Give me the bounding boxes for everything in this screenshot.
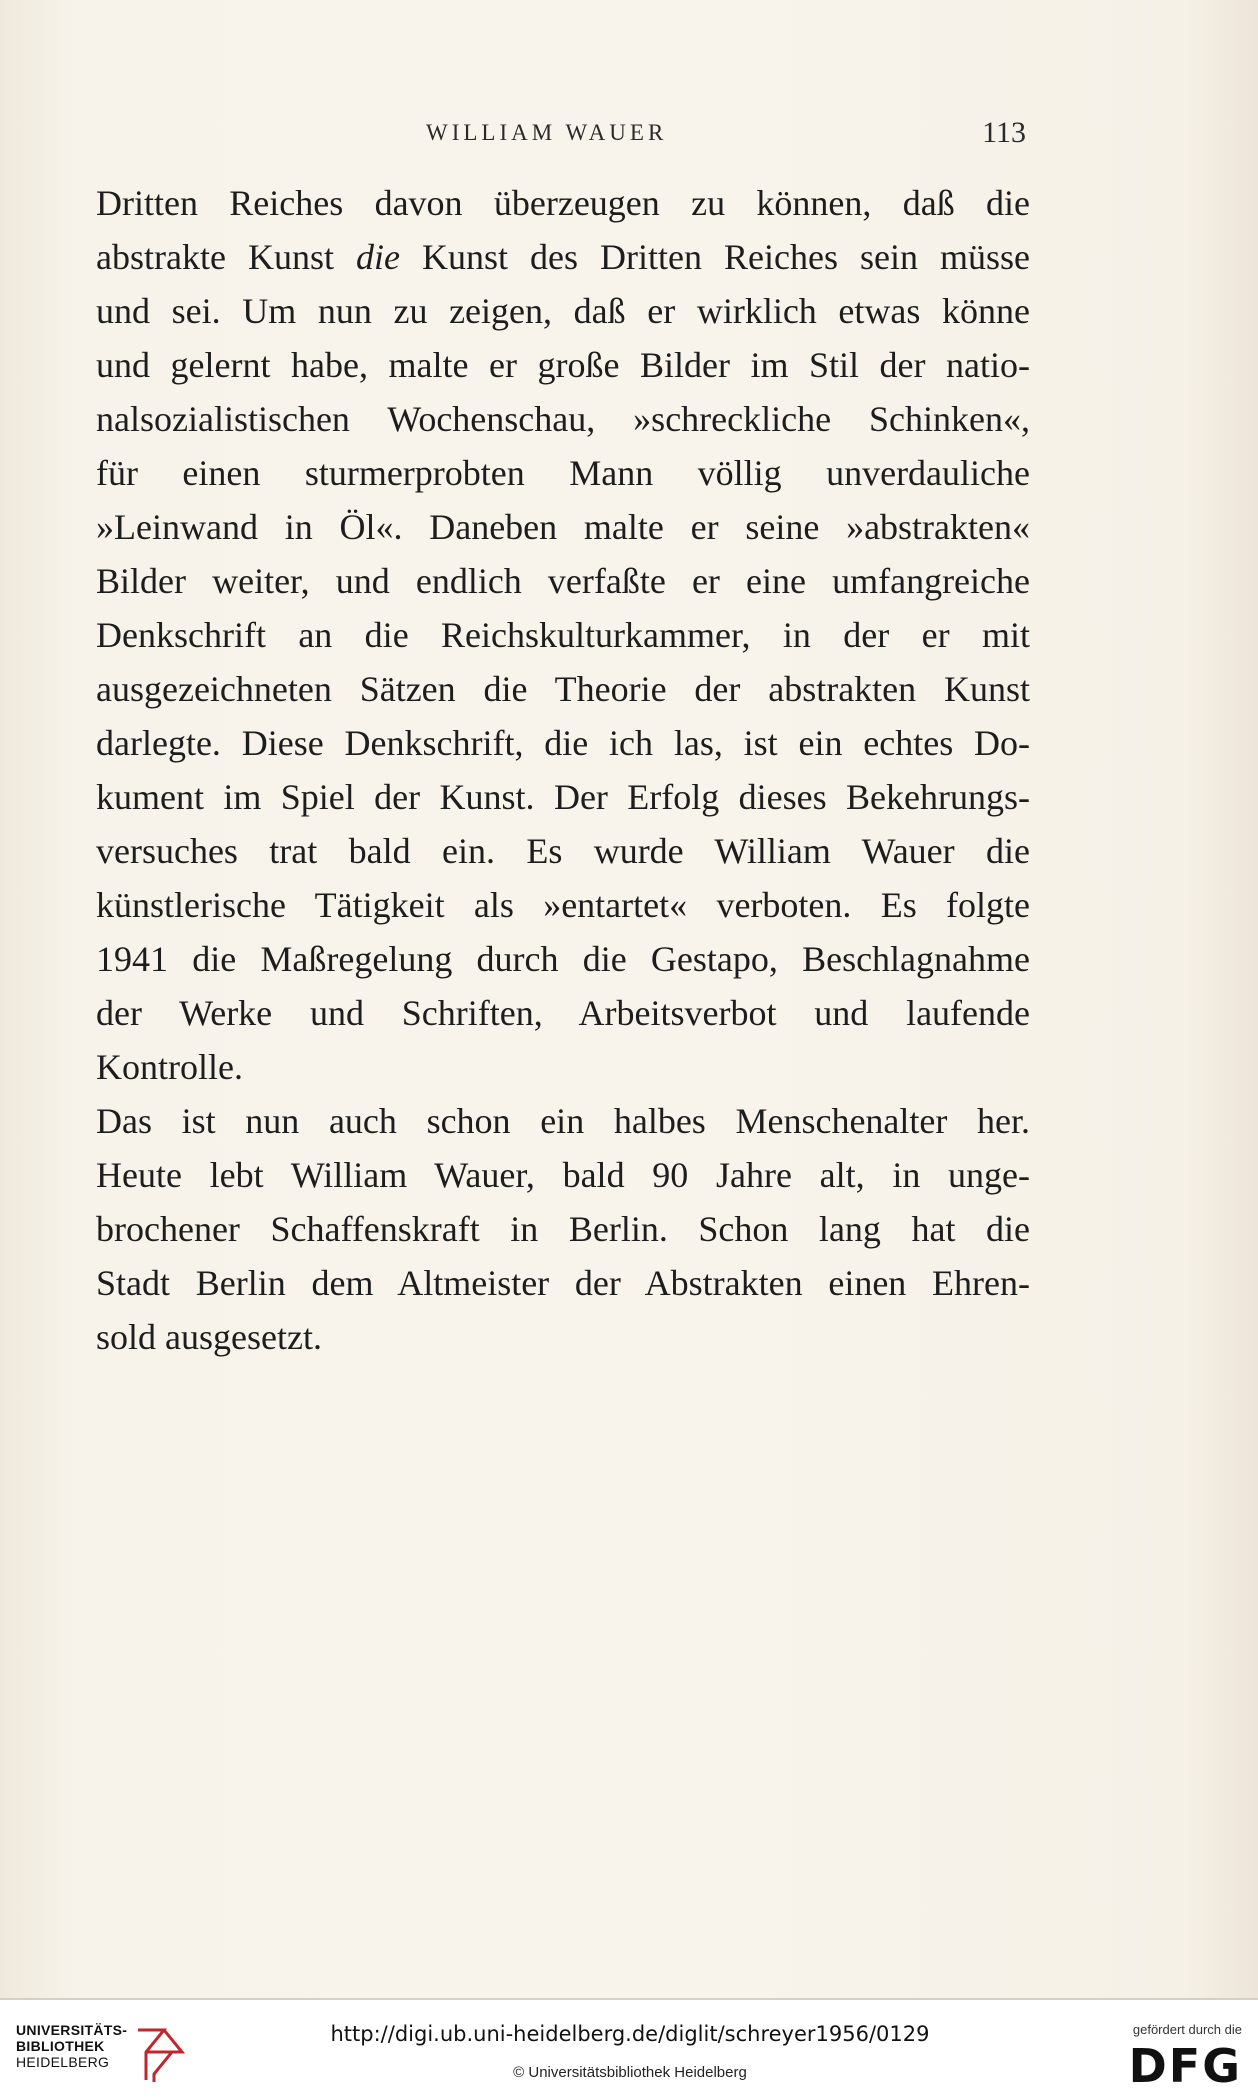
text-line: künstlerische Tätigkeit als »entartet« verboten. Es folgte bbox=[96, 885, 1030, 925]
text-line: Bilder weiter, und endlich verfaßte er eine umfangreiche bbox=[96, 561, 1030, 601]
running-title: WILLIAM WAUER bbox=[426, 120, 668, 145]
text-line: Denkschrift an die Reichskulturkammer, in der er mit bbox=[96, 615, 1030, 655]
text-line: darlegte. Diese Denkschrift, die ich las, ist ein echtes Do- bbox=[96, 723, 1030, 763]
text-line: der Werke und Schriften, Arbeitsverbot und laufende bbox=[96, 993, 1030, 1033]
text-line: ausgezeichneten Sätzen die Theorie der abstrakten Kunst bbox=[96, 669, 1030, 709]
library-name-line: BIBLIOTHEK bbox=[16, 2038, 105, 2054]
permalink-url[interactable]: http://digi.ub.uni-heidelberg.de/diglit/schreyer1956/0129 bbox=[330, 2022, 930, 2046]
text-line: brochener Schaffenskraft in Berlin. Schon lang hat die bbox=[96, 1209, 1030, 1249]
text-line: und sei. Um nun zu zeigen, daß er wirklich etwas könne bbox=[96, 291, 1030, 331]
funder-caption: gefördert durch die bbox=[1132, 2022, 1242, 2037]
body-text bbox=[96, 176, 1030, 1364]
emphasized-word: die bbox=[356, 237, 400, 277]
text-line: Kontrolle. bbox=[96, 1047, 243, 1087]
text-line bbox=[96, 230, 1030, 284]
text-fragment: Kunst des Dritten Reiches sein müsse bbox=[422, 237, 1031, 277]
page-number: 113 bbox=[982, 116, 1026, 149]
text-line: »Leinwand in Öl«. Daneben malte er seine »abstrakten« bbox=[96, 507, 1030, 547]
library-logo[interactable] bbox=[16, 2022, 176, 2086]
copyright-notice: © Universitätsbibliothek Heidelberg bbox=[513, 2064, 747, 2081]
library-name-line: UNIVERSITÄTS- bbox=[16, 2022, 128, 2038]
text-line: Heute lebt William Wauer, bald 90 Jahre alt, in unge- bbox=[96, 1155, 1030, 1195]
text-line: Stadt Berlin dem Altmeister der Abstrakten einen Ehren- bbox=[96, 1263, 1030, 1303]
text-line: Dritten Reiches davon überzeugen zu können, daß die bbox=[96, 183, 1030, 223]
text-line: sold ausgesetzt. bbox=[96, 1317, 322, 1357]
text-line: kument im Spiel der Kunst. Der Erfolg dieses Bekehrungs- bbox=[96, 777, 1030, 817]
running-head bbox=[96, 116, 1026, 160]
text-fragment: abstrakte Kunst bbox=[96, 237, 334, 277]
text-line: nalsozialistischen Wochenschau, »schreckliche Schinken«, bbox=[96, 399, 1030, 439]
viewer-footer bbox=[0, 1998, 1258, 2099]
text-line: für einen sturmerprobten Mann völlig unverdauliche bbox=[96, 453, 1030, 493]
text-line: und gelernt habe, malte er große Bilder im Stil der natio- bbox=[96, 345, 1030, 385]
text-line: Das ist nun auch schon ein halbes Menschenalter her. bbox=[96, 1101, 1030, 1141]
text-line: 1941 die Maßregelung durch die Gestapo, Beschlagnahme bbox=[96, 939, 1030, 979]
text-line: versuches trat bald ein. Es wurde William Wauer die bbox=[96, 831, 1030, 871]
funder-name: DFG bbox=[1128, 2039, 1242, 2093]
library-emblem-icon bbox=[124, 2022, 188, 2086]
library-name-line: HEIDELBERG bbox=[16, 2054, 110, 2070]
funder-logo[interactable] bbox=[1102, 2022, 1242, 2092]
